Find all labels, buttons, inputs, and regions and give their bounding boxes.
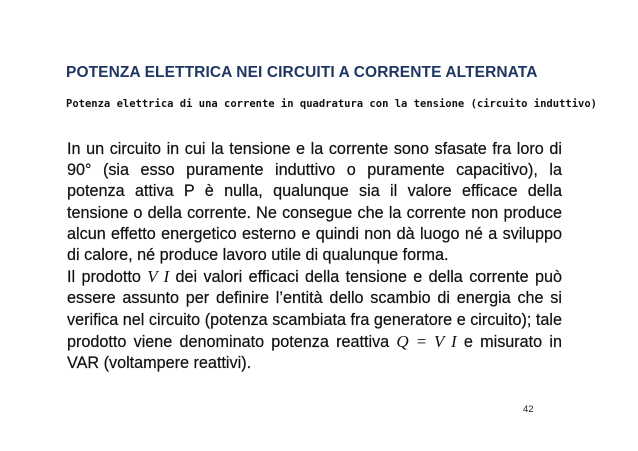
paragraph-2: [67, 266, 562, 374]
slide-title: POTENZA ELETTRICA NEI CIRCUITI A CORRENTE ALTERNATA: [66, 64, 538, 81]
paragraph-2-part-1: Il prodotto: [67, 268, 148, 287]
page-number: 42: [523, 404, 534, 415]
paragraph-1: In un circuito in cui la tensione e la corrente sono sfasate fra loro di 90° (sia esso puramente induttivo o puramente capacitivo), la potenza attiva P è nulla, qualunque sia il valore efficace della tensione o della corrente. Ne consegue che la corrente non produce alcun effetto energetico esterno e quindi non dà luogo né a sviluppo di calore, né produce lavoro utile di qualunque forma.: [67, 140, 562, 265]
slide-subtitle: Potenza elettrica di una corrente in quadratura con la tensione (circuito induttivo): [66, 98, 598, 110]
paragraph-2-part-2: dei valori efficaci della tensione e della corrente può essere assunto per definire l’entità dello scambio di energia che si verifica nel circuito (potenza scambiata fra generatore e circuito); tale prodotto viene denominato potenza reattiva: [67, 268, 562, 351]
body-text: [67, 139, 562, 374]
formula-vi: V I: [147, 267, 170, 287]
paragraph-2-part-3: e misurato in VAR (voltampere reattivi).: [67, 332, 562, 373]
formula-q-equals-vi: Q = V I: [396, 331, 457, 351]
